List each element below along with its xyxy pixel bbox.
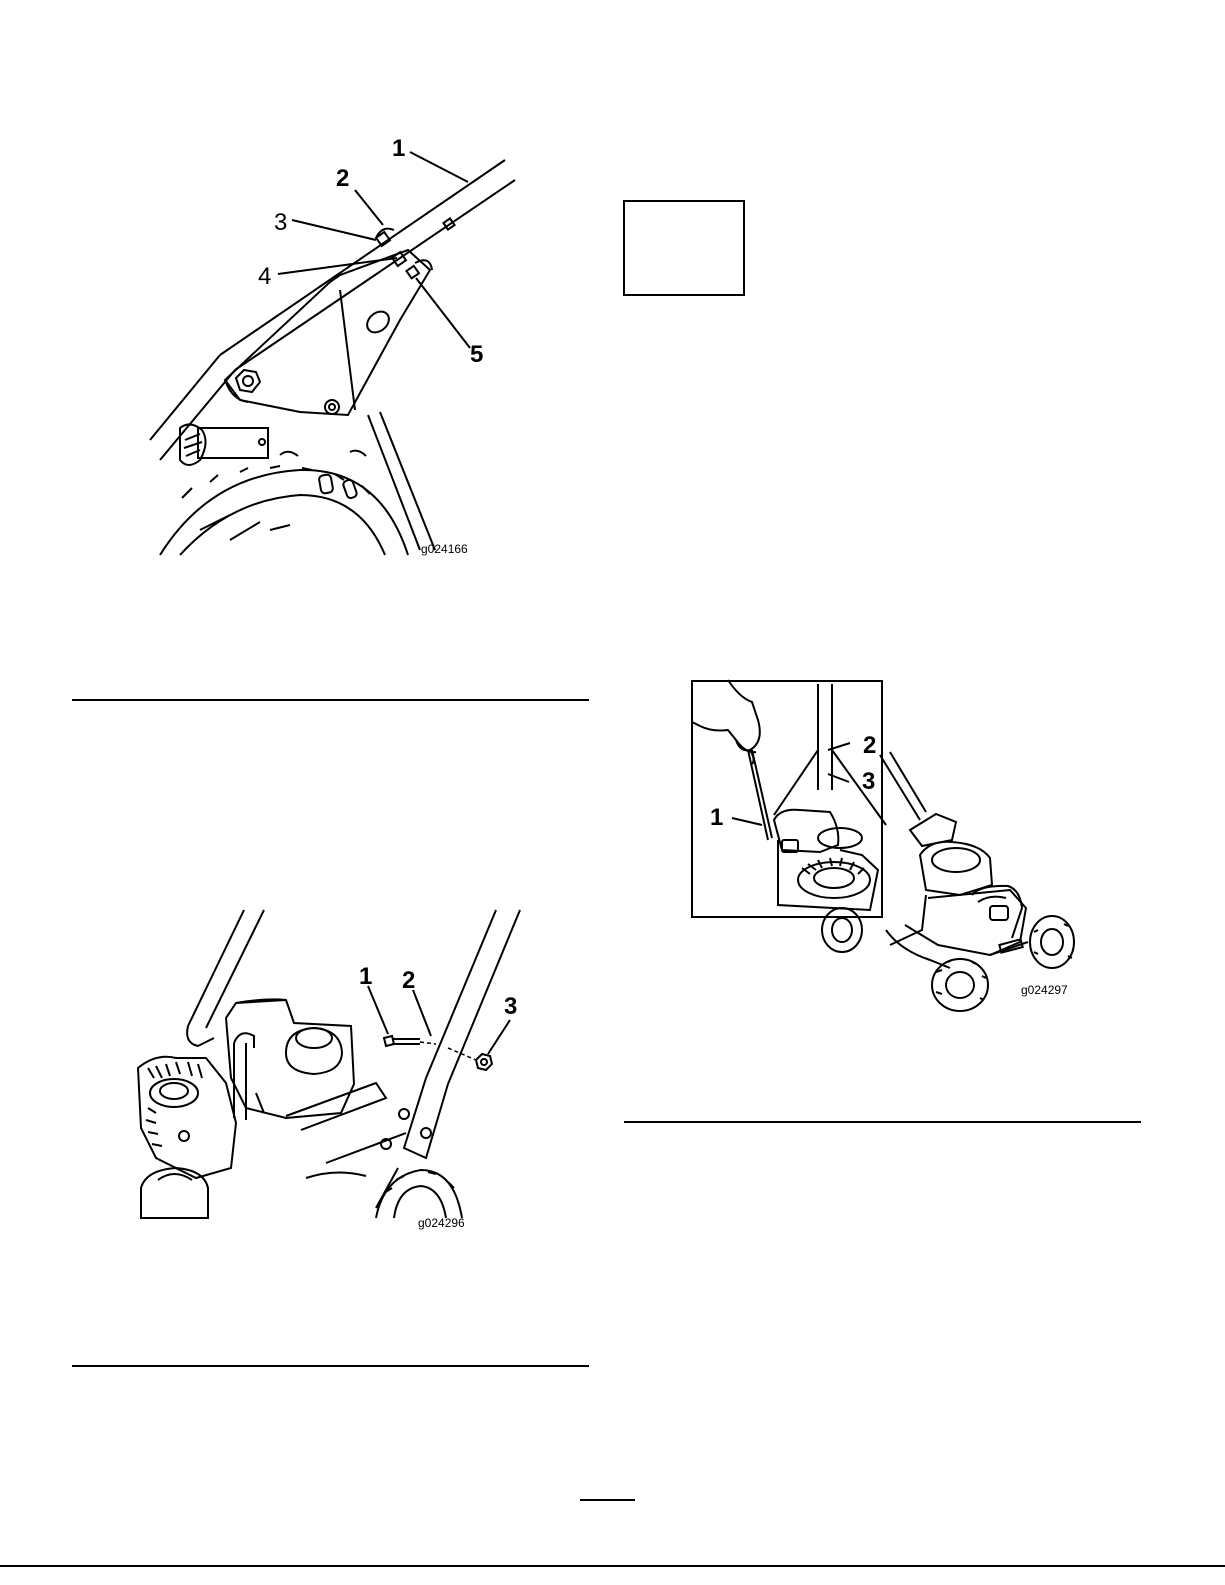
- callout-3: 3: [274, 209, 288, 236]
- handle-bracket-illustration: [140, 130, 540, 560]
- figure-handle-bracket: [140, 130, 540, 560]
- section-divider: [72, 1365, 589, 1367]
- figure-code: g024296: [418, 1216, 465, 1230]
- section-divider: [624, 1121, 1141, 1123]
- callout-3: 3: [862, 768, 876, 795]
- figure-mower-inset: [690, 680, 1090, 1015]
- callout-2: 2: [863, 732, 877, 759]
- handle-bolt-illustration: [136, 908, 536, 1228]
- figure-handle-bolt: [136, 908, 536, 1228]
- callout-1: 1: [359, 963, 373, 990]
- figure-code: g024166: [421, 542, 468, 556]
- callout-4: 4: [258, 263, 272, 290]
- mower-illustration: [690, 680, 1090, 1015]
- page-bottom-rule: [0, 1565, 1225, 1567]
- callout-5: 5: [470, 341, 484, 368]
- section-divider: [72, 699, 589, 701]
- page-number-rule: [580, 1499, 635, 1501]
- callout-2: 2: [336, 165, 350, 192]
- figure-code: g024297: [1021, 983, 1068, 997]
- empty-symbol-box: [623, 200, 745, 296]
- callout-1: 1: [392, 135, 406, 162]
- callout-1: 1: [710, 804, 724, 831]
- callout-3: 3: [504, 993, 518, 1020]
- callout-2: 2: [402, 967, 416, 994]
